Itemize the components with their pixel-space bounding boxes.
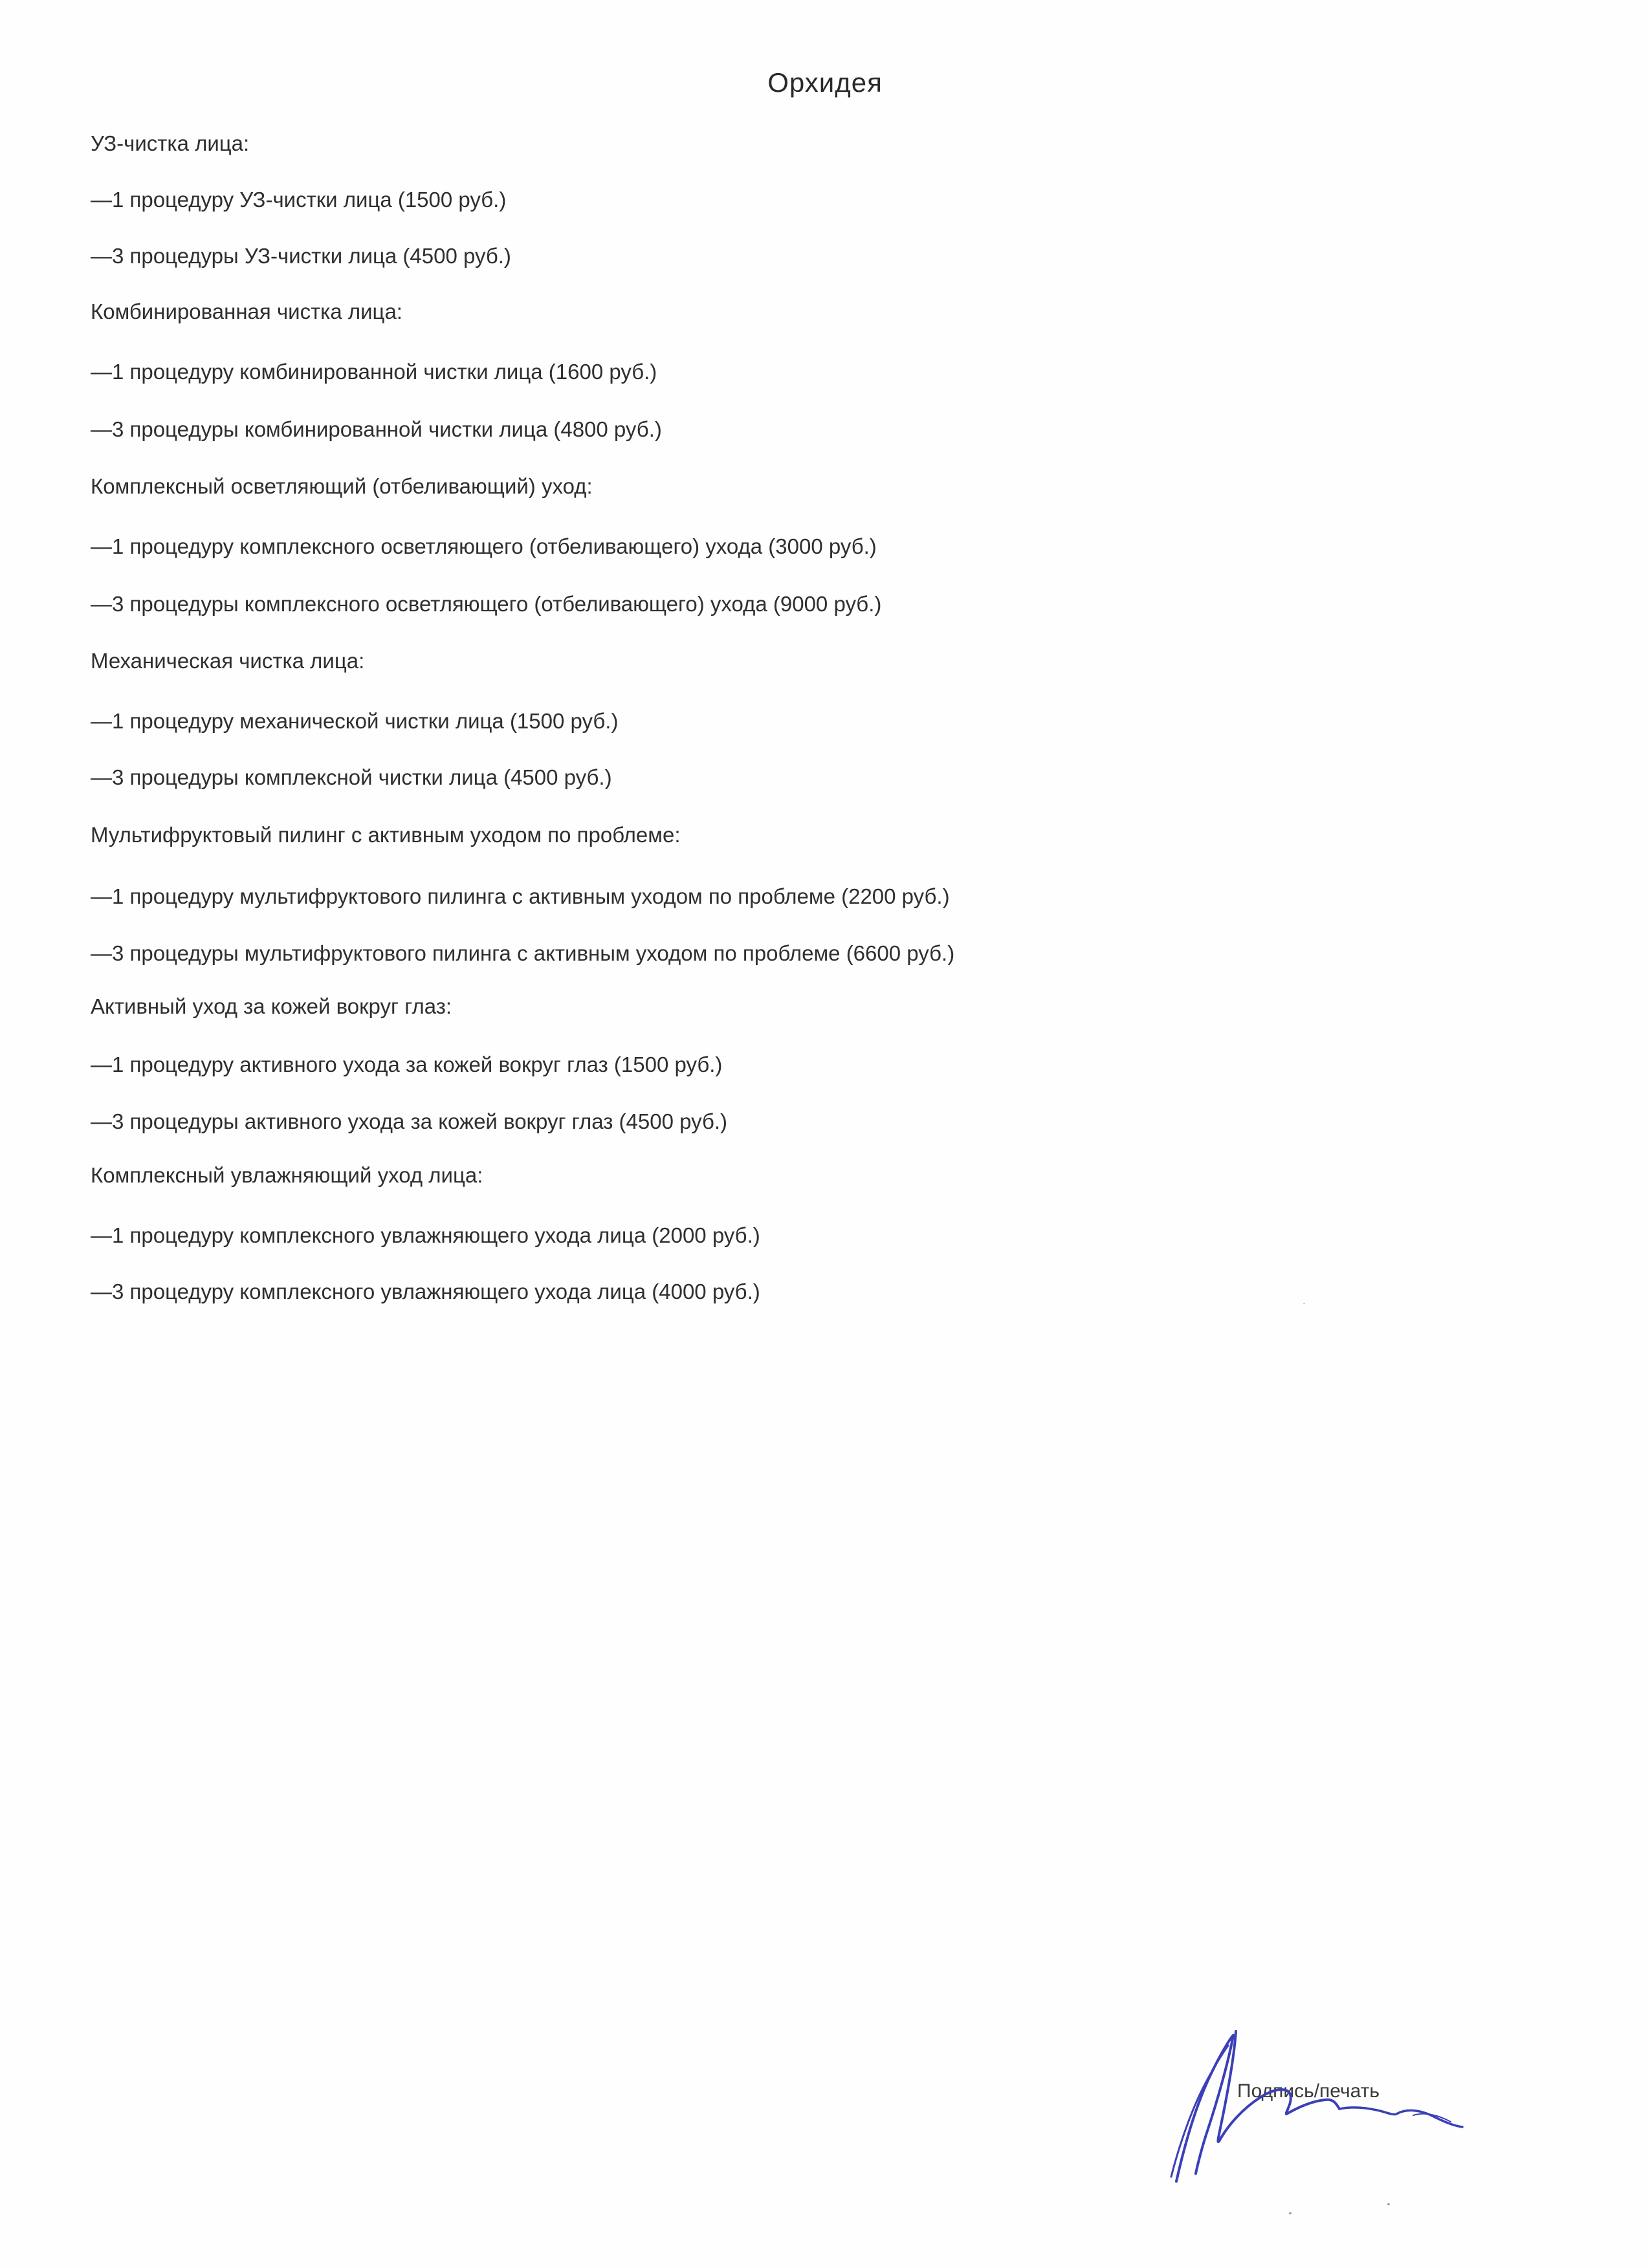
signature-label: Подпись/печать [1237, 2080, 1380, 2102]
list-item: —3 процедуры комплексного осветляющего (отбеливающего) ухода (9000 руб.) [91, 592, 882, 616]
section-heading-moisturizing: Комплексный увлажняющий уход лица: [91, 1163, 483, 1187]
section-heading-whitening: Комплексный осветляющий (отбеливающий) уход: [91, 474, 593, 498]
list-item: —3 процедуру комплексного увлажняющего ухода лица (4000 руб.) [91, 1280, 760, 1303]
scan-speck [1387, 2203, 1390, 2205]
list-item: —1 процедуру УЗ-чистки лица (1500 руб.) [91, 188, 507, 212]
section-heading-ultrasonic: УЗ-чистка лица: [91, 131, 250, 155]
list-item: —3 процедуры УЗ-чистки лица (4500 руб.) [91, 244, 511, 268]
section-heading-eye-care: Активный уход за кожей вокруг глаз: [91, 994, 452, 1018]
list-item: —3 процедуры мультифруктового пилинга с активным уходом по проблеме (6600 руб.) [91, 941, 955, 965]
scan-speck [1289, 2212, 1292, 2214]
signature-strokes [1171, 2031, 1462, 2181]
list-item: —1 процедуру комплексного осветляющего (отбеливающего) ухода (3000 руб.) [91, 534, 877, 558]
list-item: —1 процедуру мультифруктового пилинга с активным уходом по проблеме (2200 руб.) [91, 884, 950, 908]
section-heading-mechanical: Механическая чистка лица: [91, 649, 365, 673]
handwritten-signature [1152, 2012, 1488, 2193]
list-item: —1 процедуру механической чистки лица (1500 руб.) [91, 709, 619, 733]
section-heading-peeling: Мультифруктовый пилинг с активным уходом по проблеме: [91, 823, 681, 847]
list-item: —3 процедуры комплексной чистки лица (4500 руб.) [91, 765, 612, 789]
page-title: Орхидея [767, 67, 883, 98]
list-item: —1 процедуру комплексного увлажняющего ухода лица (2000 руб.) [91, 1223, 760, 1247]
list-item: —1 процедуру комбинированной чистки лица (1600 руб.) [91, 360, 657, 384]
scan-speck [1303, 1303, 1305, 1304]
list-item: —3 процедуры активного ухода за кожей вокруг глаз (4500 руб.) [91, 1109, 728, 1133]
list-item: —3 процедуры комбинированной чистки лица (4800 руб.) [91, 417, 662, 441]
section-heading-combined: Комбинированная чистка лица: [91, 300, 402, 323]
list-item: —1 процедуру активного ухода за кожей вокруг глаз (1500 руб.) [91, 1052, 723, 1076]
